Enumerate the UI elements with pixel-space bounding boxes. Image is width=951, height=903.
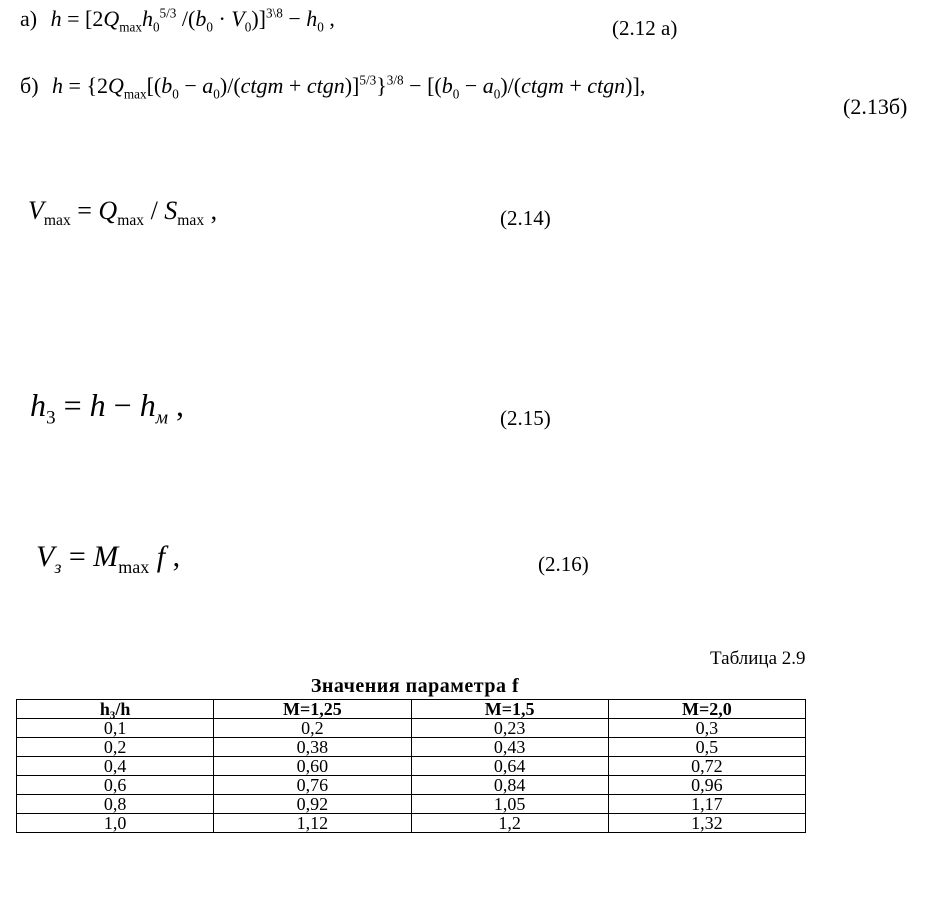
table-cell: 1,32 [608, 814, 805, 833]
table-cell: 0,23 [411, 719, 608, 738]
table-cell: 0,2 [214, 719, 411, 738]
table-cell: 0,4 [17, 757, 214, 776]
equation-2-16-number: (2.16) [538, 552, 589, 576]
parameter-f-table [16, 699, 806, 833]
table-cell: 0,6 [17, 776, 214, 795]
equation-2-12a: а) $h = [2Q_{max}h_0^{5/3}$ $/(b_0 \cdot V_0)]^{3\backslash 8} - h_0$ , [20, 5, 335, 35]
table-title: Значения параметра f [310, 675, 520, 697]
table-caption: Таблица 2.9 [710, 648, 806, 669]
equation-b-label: б) [20, 73, 39, 98]
table-cell: 0,96 [608, 776, 805, 795]
table-cell: 0,5 [608, 738, 805, 757]
table-cell: 0,60 [214, 757, 411, 776]
equation-2-13b: б) $h = \{2Q_{max}[(b_0$ − $a_0)/(ctgm$ + ctgn)]$^{5/3}$}$^{3/8}$ − [($b_0$ − $a_0)/(ctgm$ + ctgn)], [20, 72, 646, 102]
table-cell: 0,2 [17, 738, 214, 757]
table-cell: 0,72 [608, 757, 805, 776]
table-row [17, 776, 806, 795]
table-row [17, 795, 806, 814]
equation-2-15: $h_3 = h - h_м$ , [30, 387, 184, 429]
table-cell: 1,12 [214, 814, 411, 833]
equation-2-13b-number: (2.13б) [843, 94, 908, 119]
table-cell: 0,76 [214, 776, 411, 795]
equation-2-16: $V_з = M_{max}$ f , [36, 540, 181, 577]
table-cell: 0,64 [411, 757, 608, 776]
table-header-cell: M=1,5 [411, 700, 608, 719]
table-cell: 0,1 [17, 719, 214, 738]
table-cell: 1,17 [608, 795, 805, 814]
table-header-cell: M=1,25 [214, 700, 411, 719]
table-header-row [17, 700, 806, 719]
table-cell: 0,84 [411, 776, 608, 795]
table-cell: 0,92 [214, 795, 411, 814]
table-header-cell: M=2,0 [608, 700, 805, 719]
table-row [17, 757, 806, 776]
table-cell: 1,0 [17, 814, 214, 833]
equation-2-14-number: (2.14) [500, 206, 551, 230]
table-cell: 0,3 [608, 719, 805, 738]
table-cell: 1,05 [411, 795, 608, 814]
table-header-cell: h₃/h [17, 700, 214, 719]
table-row [17, 719, 806, 738]
equation-2-15-number: (2.15) [500, 406, 551, 430]
table-cell: 0,8 [17, 795, 214, 814]
table-row [17, 814, 806, 833]
equation-2-14: $V_{max} = Q_{max} / S_{max}$ , [28, 196, 218, 230]
table-row [17, 738, 806, 757]
equation-a-label: а) [20, 6, 38, 31]
table-cell: 0,43 [411, 738, 608, 757]
table-cell: 0,38 [214, 738, 411, 757]
table-cell: 1,2 [411, 814, 608, 833]
equation-2-12a-number: (2.12 а) [612, 16, 678, 40]
